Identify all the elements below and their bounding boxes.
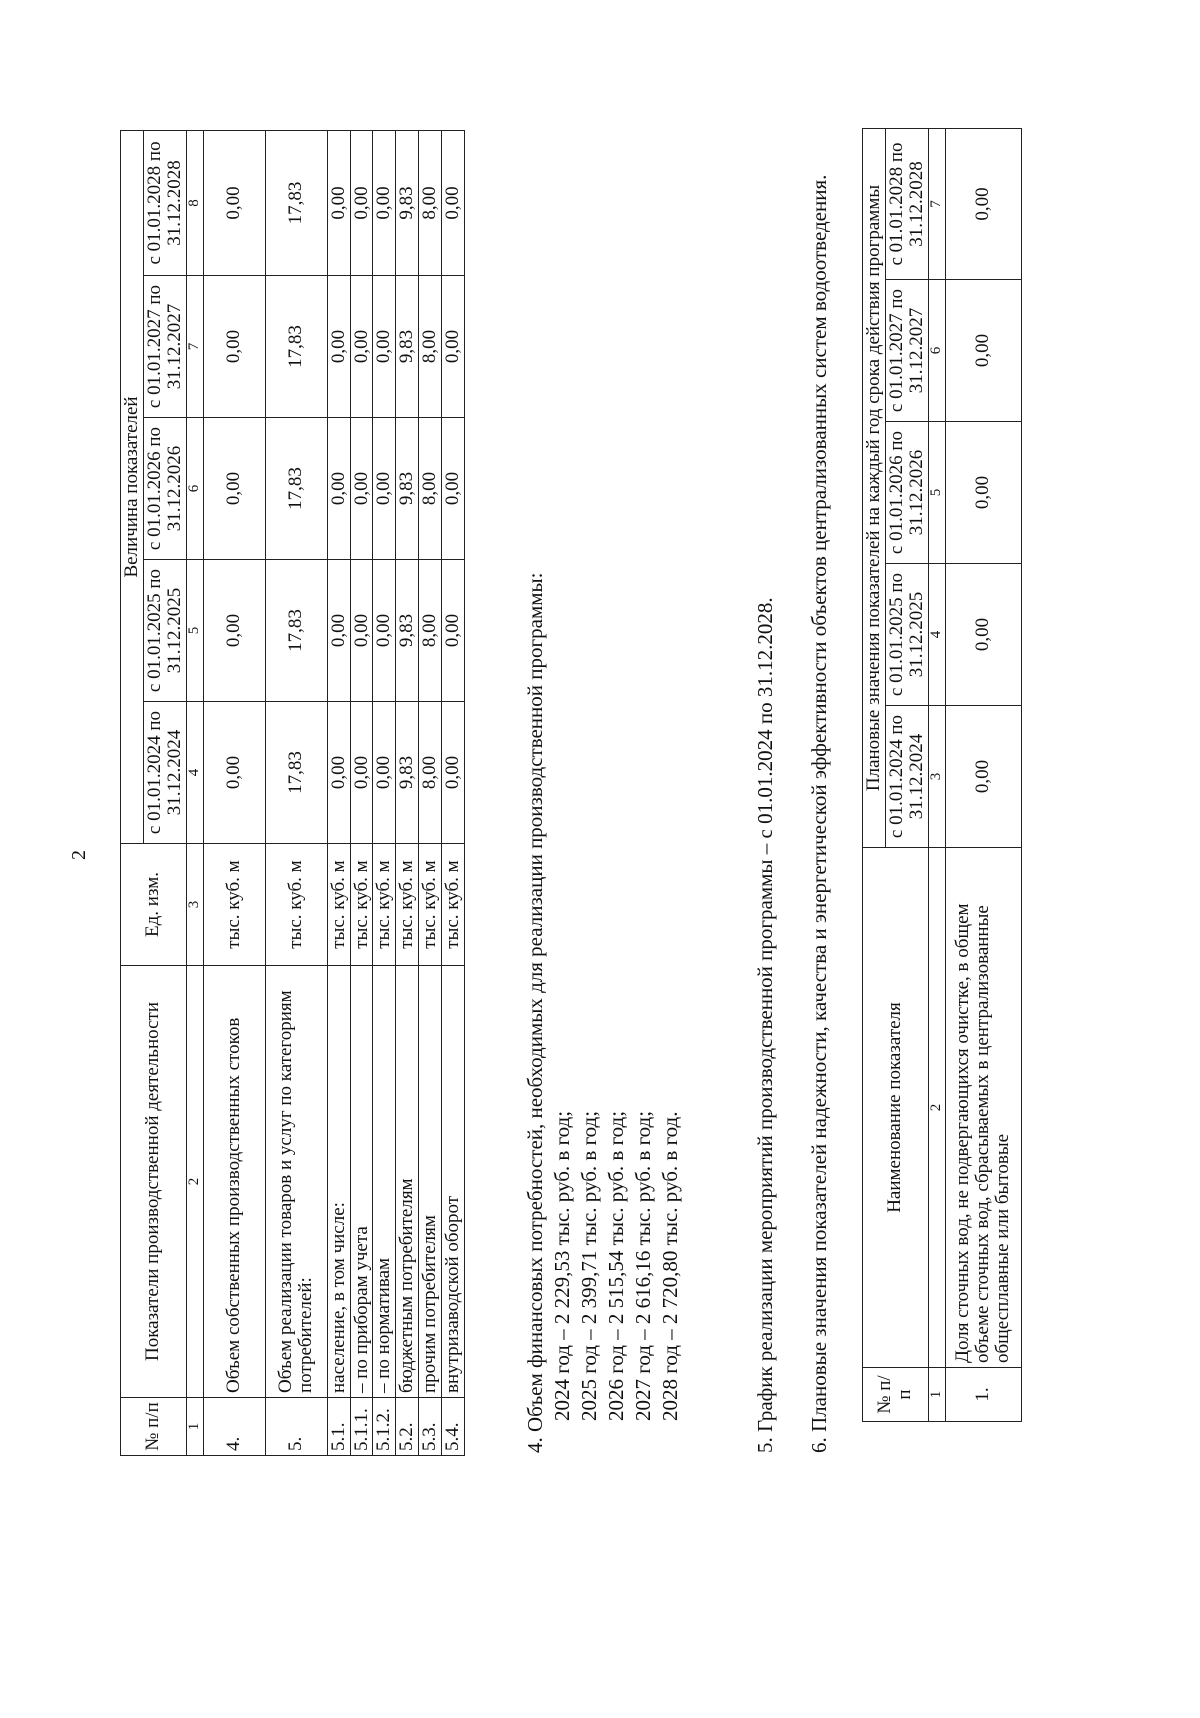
row-num: 4. bbox=[203, 1398, 265, 1456]
col-header-indicator: Показатели производственной деятельности bbox=[121, 966, 187, 1398]
index-cell: 4 bbox=[928, 564, 945, 706]
col-header-num: № п/п bbox=[863, 1368, 929, 1422]
row-value: 8,00 bbox=[419, 130, 442, 275]
row-value: 0,00 bbox=[327, 560, 350, 702]
row-value: 8,00 bbox=[419, 560, 442, 702]
index-cell: 8 bbox=[186, 130, 203, 275]
row-name: Объем собственных производственных стоков bbox=[203, 966, 265, 1398]
row-value: 0,00 bbox=[327, 702, 350, 844]
row-value: 0,00 bbox=[327, 130, 350, 275]
financial-line: 2025 год – 2 399,71 тыс. руб. в год; bbox=[577, 1110, 601, 1421]
row-num: 1. bbox=[945, 1368, 1021, 1422]
period-header: с 01.01.2027 по 31.12.2027 bbox=[143, 276, 186, 418]
period-header: с 01.01.2028 по 31.12.2028 bbox=[885, 128, 928, 279]
row-value: 0,00 bbox=[350, 702, 373, 844]
row-value: 0,00 bbox=[442, 276, 465, 418]
row-value: 8,00 bbox=[419, 418, 442, 560]
row-value: 0,00 bbox=[203, 130, 265, 275]
financial-line: 2027 год – 2 616,16 тыс. руб. в год; bbox=[631, 1110, 655, 1421]
index-cell: 3 bbox=[928, 706, 945, 848]
row-unit: тыс. куб. м bbox=[373, 844, 396, 966]
row-num: 5.3. bbox=[419, 1398, 442, 1456]
row-value: 0,00 bbox=[203, 276, 265, 418]
index-cell: 6 bbox=[186, 418, 203, 560]
row-value: 17,83 bbox=[265, 130, 327, 275]
col-header-name: Наименование показателя bbox=[863, 848, 929, 1368]
index-cell: 1 bbox=[186, 1398, 203, 1456]
row-num: 5.4. bbox=[442, 1398, 465, 1456]
col-header-unit: Ед. изм. bbox=[121, 844, 187, 966]
row-value: 17,83 bbox=[265, 560, 327, 702]
row-value: 9,83 bbox=[396, 702, 419, 844]
row-unit: тыс. куб. м bbox=[396, 844, 419, 966]
period-header: с 01.01.2028 по 31.12.2028 bbox=[143, 130, 186, 275]
row-num: 5.1.2. bbox=[373, 1398, 396, 1456]
table-row bbox=[396, 130, 419, 1455]
row-value: 0,00 bbox=[442, 560, 465, 702]
col-header-group: Величина показателей bbox=[121, 130, 144, 843]
financial-line: 2026 год – 2 515,54 тыс. руб. в год; bbox=[604, 1110, 628, 1421]
row-num: 5.2. bbox=[396, 1398, 419, 1456]
row-name: – по приборам учета bbox=[350, 966, 373, 1398]
col-header-group: Плановые значения показателей на каждый год срока действия программы bbox=[863, 128, 886, 847]
plan-values-paragraph: 6. Плановые значения показателей надежности, качества и энергетической эффективности объектов централизованных систем водоотведения. bbox=[807, 174, 831, 1453]
table-row bbox=[327, 130, 350, 1455]
page-number: 2 bbox=[68, 850, 90, 860]
period-header: с 01.01.2026 по 31.12.2026 bbox=[885, 422, 928, 564]
row-value: 8,00 bbox=[419, 702, 442, 844]
table-header-row bbox=[863, 128, 886, 1421]
row-value: 0,00 bbox=[203, 702, 265, 844]
row-num: 5. bbox=[265, 1398, 327, 1456]
row-name: прочим потребителям bbox=[419, 966, 442, 1398]
financial-needs-title: 4. Объем финансовых потребностей, необходимых для реализации производственной программы: bbox=[523, 572, 547, 1453]
plan-indicators-table bbox=[862, 128, 1022, 1422]
table-row bbox=[442, 130, 465, 1455]
period-header: с 01.01.2025 по 31.12.2025 bbox=[885, 564, 928, 706]
row-unit: тыс. куб. м bbox=[419, 844, 442, 966]
row-value: 0,00 bbox=[945, 280, 1021, 422]
table-row bbox=[265, 130, 327, 1455]
row-name: – по нормативам bbox=[373, 966, 396, 1398]
table-row bbox=[203, 130, 265, 1455]
index-row bbox=[928, 128, 945, 1421]
row-value: 0,00 bbox=[945, 422, 1021, 564]
index-cell: 7 bbox=[928, 128, 945, 279]
period-header: с 01.01.2026 по 31.12.2026 bbox=[143, 418, 186, 560]
table-row bbox=[419, 130, 442, 1455]
table-row bbox=[350, 130, 373, 1455]
row-unit: тыс. куб. м bbox=[350, 844, 373, 966]
row-value: 0,00 bbox=[327, 418, 350, 560]
col-header-num: № п/п bbox=[121, 1398, 187, 1456]
row-value: 0,00 bbox=[373, 560, 396, 702]
row-value: 0,00 bbox=[350, 560, 373, 702]
table-row bbox=[373, 130, 396, 1455]
row-unit: тыс. куб. м bbox=[203, 844, 265, 966]
row-value: 0,00 bbox=[373, 418, 396, 560]
period-header: с 01.01.2024 по 31.12.2024 bbox=[885, 706, 928, 848]
row-name: внутризаводской оборот bbox=[442, 966, 465, 1398]
financial-line: 2028 год – 2 720,80 тыс. руб. в год. bbox=[658, 1111, 682, 1421]
index-cell: 2 bbox=[928, 848, 945, 1368]
row-value: 0,00 bbox=[350, 418, 373, 560]
row-value: 0,00 bbox=[373, 130, 396, 275]
row-value: 0,00 bbox=[350, 276, 373, 418]
index-cell: 4 bbox=[186, 702, 203, 844]
row-value: 0,00 bbox=[442, 702, 465, 844]
row-value: 9,83 bbox=[396, 560, 419, 702]
row-value: 9,83 bbox=[396, 418, 419, 560]
row-num: 5.1.1. bbox=[350, 1398, 373, 1456]
production-indicators-table bbox=[120, 130, 465, 1456]
row-value: 0,00 bbox=[373, 702, 396, 844]
index-row bbox=[186, 130, 203, 1455]
index-cell: 1 bbox=[928, 1368, 945, 1422]
row-value: 8,00 bbox=[419, 276, 442, 418]
period-header: с 01.01.2027 по 31.12.2027 bbox=[885, 280, 928, 422]
schedule-paragraph: 5. График реализации мероприятий производственной программы – с 01.01.2024 по 31.12.2028. bbox=[753, 597, 777, 1453]
row-unit: тыс. куб. м bbox=[442, 844, 465, 966]
index-cell: 5 bbox=[186, 560, 203, 702]
row-num: 5.1. bbox=[327, 1398, 350, 1456]
row-value: 17,83 bbox=[265, 276, 327, 418]
row-value: 17,83 bbox=[265, 702, 327, 844]
row-value: 9,83 bbox=[396, 130, 419, 275]
index-cell: 7 bbox=[186, 276, 203, 418]
index-cell: 6 bbox=[928, 280, 945, 422]
row-value: 0,00 bbox=[203, 560, 265, 702]
index-cell: 3 bbox=[186, 844, 203, 966]
row-value: 0,00 bbox=[203, 418, 265, 560]
row-value: 0,00 bbox=[327, 276, 350, 418]
row-value: 0,00 bbox=[442, 418, 465, 560]
row-value: 17,83 bbox=[265, 418, 327, 560]
financial-needs-section bbox=[522, 573, 684, 1453]
financial-line: 2024 год – 2 229,53 тыс. руб. в год; bbox=[550, 1110, 574, 1421]
row-value: 9,83 bbox=[396, 276, 419, 418]
row-value: 0,00 bbox=[945, 564, 1021, 706]
index-cell: 5 bbox=[928, 422, 945, 564]
row-name: Объем реализации товаров и услуг по категориям потребителей: bbox=[265, 966, 327, 1398]
row-value: 0,00 bbox=[945, 706, 1021, 848]
period-header: с 01.01.2024 по 31.12.2024 bbox=[143, 702, 186, 844]
table-header-row bbox=[121, 130, 144, 1455]
row-value: 0,00 bbox=[945, 128, 1021, 279]
row-value: 0,00 bbox=[373, 276, 396, 418]
row-value: 0,00 bbox=[442, 130, 465, 275]
row-value: 0,00 bbox=[350, 130, 373, 275]
row-unit: тыс. куб. м bbox=[265, 844, 327, 966]
row-unit: тыс. куб. м bbox=[327, 844, 350, 966]
index-cell: 2 bbox=[186, 966, 203, 1398]
period-header: с 01.01.2025 по 31.12.2025 bbox=[143, 560, 186, 702]
row-name: население, в том числе: bbox=[327, 966, 350, 1398]
row-name: Доля сточных вод, не подвергающихся очистке, в общем объеме сточных вод, сбрасываемых в централизованные общесплавные или бытовые bbox=[945, 848, 1021, 1368]
row-name: бюджетным потребителям bbox=[396, 966, 419, 1398]
table-row bbox=[945, 128, 1021, 1421]
